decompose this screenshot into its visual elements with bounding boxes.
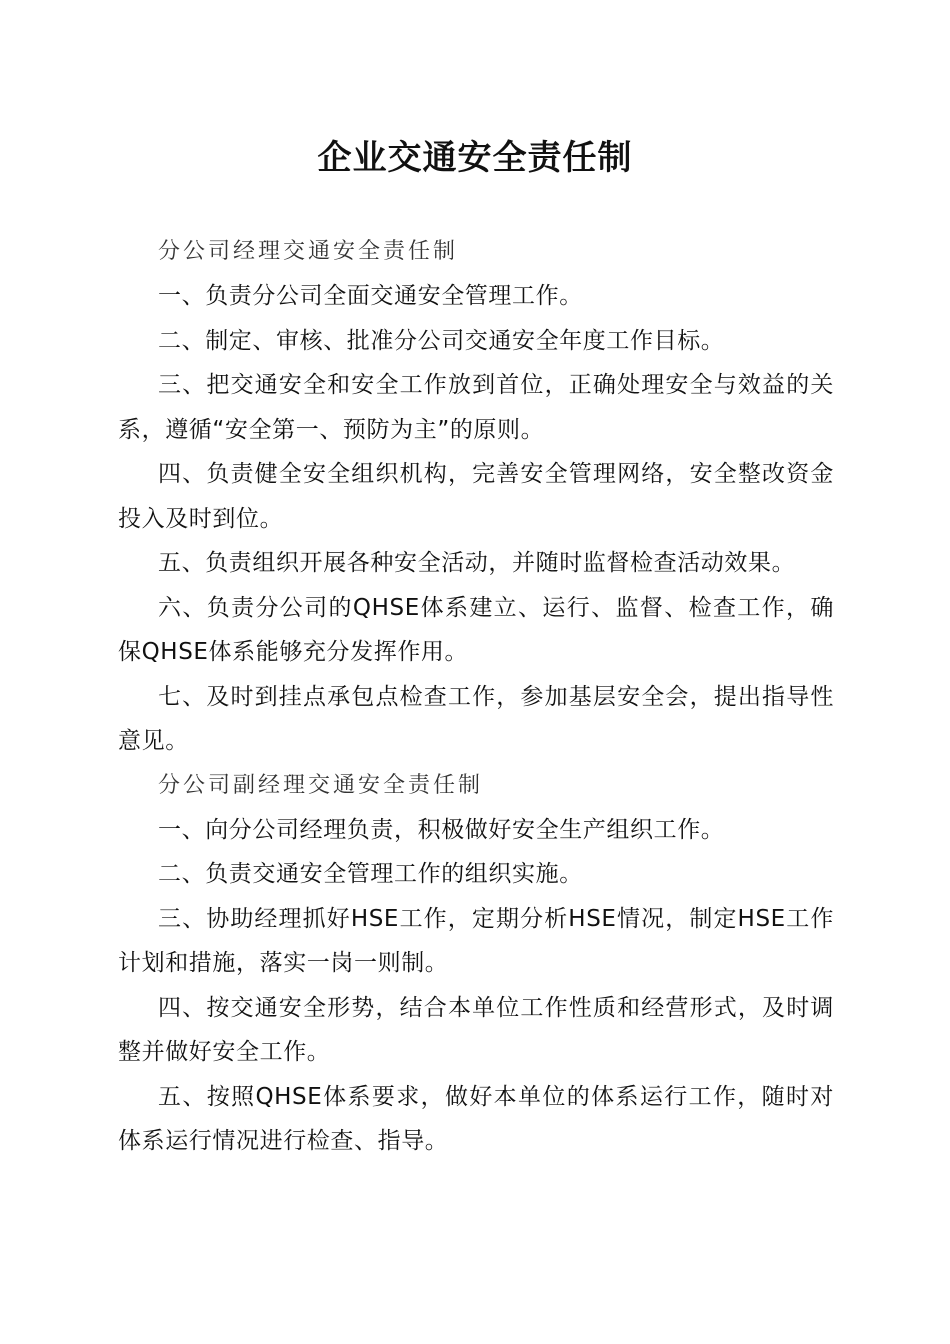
list-item: 一、负责分公司全面交通安全管理工作。	[158, 283, 583, 309]
list-item: 一、向分公司经理负责，积极做好安全生产组织工作。	[158, 816, 725, 843]
list-item: 五、按照QHSE体系要求，做好本单位的体系运行工作，随时对体系运行情况进行检查、指导。	[118, 1083, 834, 1154]
list-item: 三、协助经理抓好HSE工作，定期分析HSE情况，制定HSE工作计划和措施，落实一岗一则制。	[118, 905, 834, 976]
list-item: 二、制定、审核、批准分公司交通安全年度工作目标。	[158, 327, 725, 354]
list-item: 四、按交通安全形势，结合本单位工作性质和经营形式，及时调整并做好安全工作。	[118, 994, 834, 1065]
section-heading: 分公司经理交通安全责任制	[158, 239, 459, 264]
list-item: 六、负责分公司的QHSE体系建立、运行、监督、检查工作，确保QHSE体系能够充分发挥作用。	[118, 594, 834, 665]
list-item: 二、负责交通安全管理工作的组织实施。	[158, 861, 583, 887]
list-item: 五、负责组织开展各种安全活动，并随时监督检查活动效果。	[158, 550, 796, 576]
section-manager	[118, 230, 834, 764]
list-item: 七、及时到挂点承包点检查工作，参加基层安全会，提出指导性意见。	[118, 683, 834, 754]
section-heading: 分公司副经理交通安全责任制	[158, 772, 484, 798]
list-item: 四、负责健全安全组织机构，完善安全管理网络，安全整改资金投入及时到位。	[118, 461, 834, 532]
list-item: 三、把交通安全和安全工作放到首位，正确处理安全与效益的关系，遵循“安全第一、预防为主”的原则。	[118, 372, 834, 443]
document-title: 企业交通安全责任制	[317, 138, 633, 178]
section-deputy-manager	[118, 764, 834, 1164]
document-body	[118, 230, 834, 1164]
